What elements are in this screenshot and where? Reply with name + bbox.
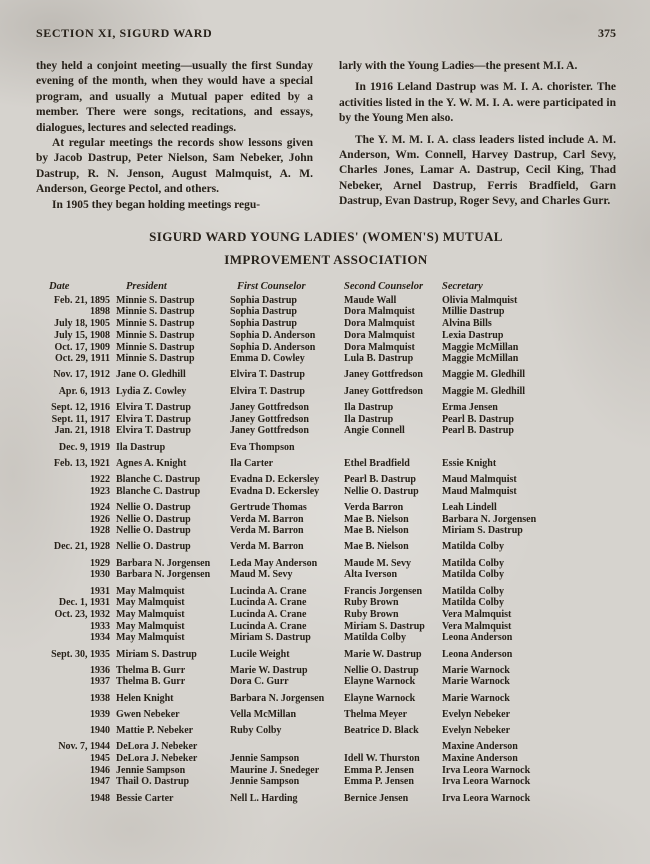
cell-secretary: Matilda Colby: [442, 541, 504, 553]
table-title-line1: SIGURD WARD YOUNG LADIES' (WOMEN'S) MUTUAL: [149, 229, 503, 245]
cell-first: Evadna D. Eckersley: [230, 473, 320, 485]
cell-date: Oct. 29, 1911: [55, 353, 110, 365]
cell-second: Angie Connell: [344, 425, 405, 437]
cell-date: Nov. 7, 1944: [58, 741, 110, 753]
paragraph: In 1916 Leland Dastrup was M. I. A. chorister. The activities listed in the Y. W. M. I. A. were participated in by the Young Men also.: [339, 81, 616, 125]
cell-president: Thelma B. Gurr: [116, 664, 186, 676]
cell-president: Minnie S. Dastrup: [116, 353, 195, 365]
cell-president: Thail O. Dastrup: [116, 776, 190, 788]
cell-date: 1923: [90, 485, 110, 497]
table-row: [36, 632, 616, 644]
cell-president: Nellie O. Dastrup: [116, 541, 191, 553]
cell-second: Elayne Warnock: [344, 692, 416, 704]
table-row: [36, 586, 616, 598]
cell-first: Sophia D. Anderson: [230, 329, 316, 341]
cell-second: Nellie O. Dastrup: [344, 664, 419, 676]
cell-second: Dora Malmquist: [344, 318, 415, 330]
cell-second: Pearl B. Dastrup: [344, 473, 416, 485]
body-text-columns: [36, 59, 616, 213]
cell-secretary: Marie Warnock: [442, 664, 510, 676]
cell-second: Ila Dastrup: [344, 401, 394, 413]
cell-first: Evadna D. Eckersley: [230, 485, 320, 497]
cell-president: Barbara N. Jorgensen: [116, 557, 211, 569]
cell-date: Jan. 21, 1918: [54, 425, 110, 437]
cell-second: Elayne Warnock: [344, 676, 416, 688]
cell-first: Ruby Colby: [230, 725, 282, 737]
table-row: [36, 597, 616, 609]
table-row: [36, 402, 616, 414]
section-title: SECTION XI, SIGURD WARD: [36, 26, 213, 40]
cell-secretary: Maggie M. Gledhill: [442, 385, 526, 397]
table-row: [36, 741, 616, 753]
cell-second: Janey Gottfredson: [344, 385, 423, 397]
cell-second: Dora Malmquist: [344, 341, 415, 353]
cell-president: Gwen Nebeker: [116, 708, 180, 720]
table-row: [36, 665, 616, 677]
cell-first: Miriam S. Dastrup: [230, 632, 311, 644]
cell-date: 1898: [90, 306, 110, 318]
cell-first: Elvira T. Dastrup: [230, 385, 305, 397]
cell-second: Nellie O. Dastrup: [344, 485, 419, 497]
cell-secretary: Maxine Anderson: [442, 741, 518, 753]
cell-date: 1947: [90, 776, 110, 788]
table-row: [36, 541, 616, 553]
table-row: [36, 330, 616, 342]
table-row: [36, 353, 616, 365]
column-header-second-counselor: Second Counselor: [344, 281, 424, 293]
table-row: [36, 776, 616, 788]
cell-second: Mae B. Nielson: [344, 525, 409, 537]
table-row: [36, 386, 616, 398]
table-row: [36, 369, 616, 381]
cell-secretary: Pearl B. Dastrup: [442, 413, 514, 425]
cell-president: DeLora J. Nebeker: [116, 741, 198, 753]
table-row: [36, 502, 616, 514]
cell-second: Ruby Brown: [344, 597, 399, 609]
cell-date: Feb. 13, 1921: [53, 457, 110, 469]
cell-president: Miriam S. Dastrup: [116, 648, 197, 660]
cell-first: Sophia Dastrup: [230, 318, 297, 330]
table-row: [36, 514, 616, 526]
cell-second: Marie W. Dastrup: [344, 648, 422, 660]
table-row: [36, 621, 616, 633]
cell-date: July 15, 1908: [54, 329, 110, 341]
cell-secretary: Maxine Anderson: [442, 752, 518, 764]
cell-first: Vella McMillan: [230, 708, 297, 720]
cell-date: Oct. 17, 1909: [54, 341, 110, 353]
cell-secretary: Miriam S. Dastrup: [442, 525, 523, 537]
cell-first: Marie W. Dastrup: [230, 664, 308, 676]
cell-president: Elvira T. Dastrup: [116, 413, 191, 425]
cell-second: Bernice Jensen: [344, 792, 409, 804]
cell-secretary: Erma Jensen: [442, 401, 498, 413]
cell-date: 1937: [90, 676, 110, 688]
cell-date: 1948: [90, 792, 110, 804]
cell-date: 1931: [90, 585, 110, 597]
cell-president: Bessie Carter: [116, 792, 174, 804]
table-row: [36, 342, 616, 354]
cell-president: Blanche C. Dastrup: [116, 485, 201, 497]
cell-president: Ila Dastrup: [116, 441, 166, 453]
cell-second: Maude M. Sevy: [344, 557, 411, 569]
cell-first: Eva Thompson: [230, 441, 295, 453]
table-row: [36, 709, 616, 721]
cell-president: May Malmquist: [116, 632, 185, 644]
cell-secretary: Leah Lindell: [442, 501, 497, 513]
cell-president: Elvira T. Dastrup: [116, 401, 191, 413]
cell-secretary: Leona Anderson: [442, 632, 513, 644]
table-header-row: [36, 281, 616, 293]
cell-date: 1926: [90, 513, 110, 525]
cell-president: Nellie O. Dastrup: [116, 513, 191, 525]
cell-president: May Malmquist: [116, 597, 185, 609]
column-header-president: President: [126, 281, 167, 293]
cell-second: Thelma Meyer: [344, 708, 408, 720]
cell-date: 1930: [90, 569, 110, 581]
cell-president: Minnie S. Dastrup: [116, 341, 195, 353]
cell-second: Alta Iverson: [344, 569, 398, 581]
cell-second: Matilda Colby: [344, 632, 406, 644]
cell-secretary: Matilda Colby: [442, 569, 504, 581]
cell-president: Minnie S. Dastrup: [116, 306, 195, 318]
cell-date: 1939: [90, 708, 110, 720]
cell-second: Verda Barron: [344, 501, 404, 513]
cell-second: Dora Malmquist: [344, 306, 415, 318]
paragraph: they held a conjoint meeting—usually the first Sunday evening of the month, when they would have a special program, and usually a Mutual paper edited by a member. There were songs, recitations, and essays, dialogues, lectures and selected readings.: [36, 60, 313, 134]
cell-president: Elvira T. Dastrup: [116, 425, 191, 437]
cell-president: Minnie S. Dastrup: [116, 294, 195, 306]
cell-first: Leda May Anderson: [230, 557, 318, 569]
cell-date: 1929: [90, 557, 110, 569]
column-header-first-counselor: First Counselor: [237, 281, 306, 293]
cell-secretary: Essie Knight: [442, 457, 497, 469]
cell-first: Sophia Dastrup: [230, 306, 297, 318]
cell-secretary: Marie Warnock: [442, 692, 510, 704]
running-header: [36, 26, 616, 41]
table-row: [36, 414, 616, 426]
cell-date: 1934: [90, 632, 110, 644]
cell-secretary: Alvina Bills: [442, 318, 492, 330]
cell-secretary: Vera Malmquist: [442, 608, 512, 620]
cell-second: Lula B. Dastrup: [344, 353, 414, 365]
cell-second: [344, 741, 442, 753]
cell-date: 1946: [90, 764, 110, 776]
cell-president: Minnie S. Dastrup: [116, 329, 195, 341]
cell-second: Janey Gottfredson: [344, 369, 423, 381]
cell-secretary: Maud Malmquist: [442, 485, 517, 497]
cell-first: Maud M. Sevy: [230, 569, 293, 581]
cell-secretary: Leona Anderson: [442, 648, 513, 660]
cell-second: Ethel Bradfield: [344, 457, 410, 469]
cell-second: Dora Malmquist: [344, 329, 415, 341]
cell-president: Minnie S. Dastrup: [116, 318, 195, 330]
table-row: [36, 318, 616, 330]
cell-secretary: [442, 442, 616, 454]
cell-first: Dora C. Gurr: [230, 676, 289, 688]
cell-secretary: Marie Warnock: [442, 676, 510, 688]
cell-secretary: Maud Malmquist: [442, 473, 517, 485]
cell-secretary: Matilda Colby: [442, 557, 504, 569]
cell-president: Agnes A. Knight: [116, 457, 187, 469]
table-row: [36, 458, 616, 470]
cell-secretary: Barbara N. Jorgensen: [442, 513, 537, 525]
table-row: [36, 793, 616, 805]
table-row: [36, 676, 616, 688]
cell-date: Dec. 1, 1931: [58, 597, 110, 609]
cell-date: 1945: [90, 752, 110, 764]
cell-first: Jennie Sampson: [230, 752, 300, 764]
cell-date: Sept. 11, 1917: [51, 413, 110, 425]
table-row: [36, 442, 616, 454]
cell-date: Feb. 21, 1895: [53, 294, 110, 306]
left-column: [36, 59, 313, 213]
cell-date: 1940: [90, 725, 110, 737]
cell-second: Mae B. Nielson: [344, 513, 409, 525]
table-row: [36, 425, 616, 437]
cell-secretary: Irva Leora Warnock: [442, 764, 531, 776]
table-title: [36, 229, 616, 268]
cell-date: Dec. 9, 1919: [58, 441, 110, 453]
cell-date: Sept. 12, 1916: [51, 401, 110, 413]
cell-president: Blanche C. Dastrup: [116, 473, 201, 485]
table-row: [36, 474, 616, 486]
cell-first: Nell L. Harding: [230, 792, 298, 804]
cell-president: Nellie O. Dastrup: [116, 501, 191, 513]
cell-second: Ila Dastrup: [344, 413, 394, 425]
page-number: 375: [598, 26, 616, 40]
cell-first: Emma D. Cowley: [230, 353, 305, 365]
cell-first: Ila Carter: [230, 457, 274, 469]
table-row: [36, 558, 616, 570]
cell-president: May Malmquist: [116, 585, 185, 597]
cell-first: Sophia D. Anderson: [230, 341, 316, 353]
cell-secretary: Olivia Malmquist: [442, 294, 518, 306]
cell-secretary: Maggie McMillan: [442, 341, 519, 353]
cell-first: Gertrude Thomas: [230, 501, 307, 513]
right-column: [339, 59, 616, 213]
cell-date: Nov. 17, 1912: [53, 369, 110, 381]
cell-first: Lucinda A. Crane: [230, 585, 307, 597]
cell-first: Lucile Weight: [230, 648, 290, 660]
cell-president: Jane O. Gledhill: [116, 369, 186, 381]
cell-date: 1922: [90, 473, 110, 485]
cell-first: Janey Gottfredson: [230, 425, 309, 437]
cell-second: Emma P. Jensen: [344, 764, 414, 776]
cell-first: Verda M. Barron: [230, 525, 304, 537]
cell-second: [344, 442, 442, 454]
cell-first: Maurine J. Snedeger: [230, 764, 320, 776]
table-row: [36, 486, 616, 498]
cell-president: Jennie Sampson: [116, 764, 186, 776]
cell-president: Thelma B. Gurr: [116, 676, 186, 688]
cell-secretary: Maggie M. Gledhill: [442, 369, 526, 381]
table-row: [36, 649, 616, 661]
cell-second: Emma P. Jensen: [344, 776, 414, 788]
cell-second: Miriam S. Dastrup: [344, 620, 425, 632]
cell-president: Mattie P. Nebeker: [116, 725, 194, 737]
cell-date: 1938: [90, 692, 110, 704]
cell-date: Oct. 23, 1932: [54, 608, 110, 620]
cell-president: DeLora J. Nebeker: [116, 752, 198, 764]
cell-secretary: Irva Leora Warnock: [442, 792, 531, 804]
cell-secretary: Evelyn Nebeker: [442, 725, 511, 737]
cell-first: [230, 741, 344, 753]
cell-second: Ruby Brown: [344, 608, 399, 620]
cell-first: Lucinda A. Crane: [230, 597, 307, 609]
cell-secretary: Irva Leora Warnock: [442, 776, 531, 788]
cell-secretary: Vera Malmquist: [442, 620, 512, 632]
cell-first: Verda M. Barron: [230, 541, 304, 553]
table-row: [36, 693, 616, 705]
paragraph: larly with the Young Ladies—the present M.I. A.: [339, 60, 578, 72]
cell-secretary: Millie Dastrup: [442, 306, 505, 318]
cell-second: Mae B. Nielson: [344, 541, 409, 553]
table-title-line2: IMPROVEMENT ASSOCIATION: [224, 252, 428, 268]
table-row: [36, 569, 616, 581]
cell-date: Dec. 21, 1928: [53, 541, 110, 553]
cell-secretary: Pearl B. Dastrup: [442, 425, 514, 437]
cell-first: Jennie Sampson: [230, 776, 300, 788]
cell-date: July 18, 1905: [54, 318, 110, 330]
cell-president: Barbara N. Jorgensen: [116, 569, 211, 581]
cell-second: Francis Jorgensen: [344, 585, 423, 597]
association-table-body: [36, 295, 616, 805]
cell-date: 1933: [90, 620, 110, 632]
cell-first: Lucinda A. Crane: [230, 620, 307, 632]
table-row: [36, 609, 616, 621]
cell-date: Sept. 30, 1935: [51, 648, 110, 660]
cell-president: Helen Knight: [116, 692, 174, 704]
cell-second: Maude Wall: [344, 294, 397, 306]
cell-first: Barbara N. Jorgensen: [230, 692, 325, 704]
table-row: [36, 765, 616, 777]
table-row: [36, 306, 616, 318]
cell-president: May Malmquist: [116, 620, 185, 632]
column-header-date: Date: [49, 281, 70, 293]
cell-first: Verda M. Barron: [230, 513, 304, 525]
cell-secretary: Matilda Colby: [442, 597, 504, 609]
cell-date: 1936: [90, 664, 110, 676]
paragraph: The Y. M. M. I. A. class leaders listed include A. M. Anderson, Wm. Connell, Harvey Dastrup, Carl Sevy, Charles Jones, Lamar A. Dastrup, Cecil King, Thad Nebeker, Arnel Dastrup, Ferris Bradfield, Garn Dastrup, Evan Dastrup, Roger Sevy, and Charles Gurr.: [339, 133, 616, 208]
table-row: [36, 753, 616, 765]
cell-first: Janey Gottfredson: [230, 413, 309, 425]
cell-date: 1928: [90, 525, 110, 537]
cell-secretary: Matilda Colby: [442, 585, 504, 597]
paragraph: At regular meetings the records show lessons given by Jacob Dastrup, Peter Nielson, Sam Nebeker, John Dastrup, R. N. Jenson, August Malmquist, A. M. Anderson, George Pectol, and others.: [36, 137, 313, 196]
table-row: [36, 525, 616, 537]
cell-second: Beatrice D. Black: [344, 725, 419, 737]
cell-secretary: Evelyn Nebeker: [442, 708, 511, 720]
cell-president: Lydia Z. Cowley: [116, 385, 187, 397]
cell-secretary: Maggie McMillan: [442, 353, 519, 365]
table-row: [36, 295, 616, 307]
cell-first: Sophia Dastrup: [230, 294, 297, 306]
cell-first: Lucinda A. Crane: [230, 608, 307, 620]
association-table: [36, 281, 616, 804]
cell-first: Janey Gottfredson: [230, 401, 309, 413]
cell-first: Elvira T. Dastrup: [230, 369, 305, 381]
cell-president: Nellie O. Dastrup: [116, 525, 191, 537]
cell-secretary: Lexia Dastrup: [442, 329, 504, 341]
cell-date: 1924: [90, 501, 110, 513]
cell-president: May Malmquist: [116, 608, 185, 620]
cell-date: Apr. 6, 1913: [58, 385, 110, 397]
column-header-secretary: Secretary: [442, 281, 483, 293]
table-row: [36, 725, 616, 737]
cell-second: Idell W. Thurston: [344, 752, 420, 764]
paragraph: In 1905 they began holding meetings regu-: [52, 198, 261, 211]
